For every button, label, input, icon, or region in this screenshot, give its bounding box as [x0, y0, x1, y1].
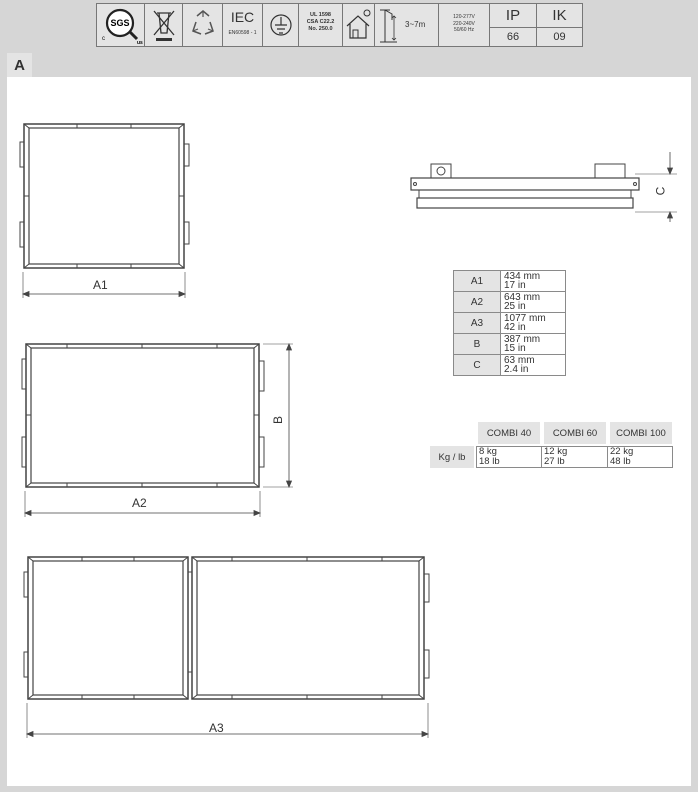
iec-cell	[223, 4, 263, 46]
dimension-a3-label: A3	[209, 721, 224, 735]
dimension-key: B	[454, 334, 501, 355]
sgs-us-text: us	[137, 40, 143, 46]
ground-icon	[263, 4, 299, 46]
dimension-key: C	[454, 355, 501, 376]
recycling-icon	[183, 4, 223, 46]
luminaire-a2-drawing	[17, 339, 297, 519]
weight-value: 12 kg 27 lb	[541, 446, 608, 468]
table-row	[454, 313, 566, 334]
dimension-value: 387 mm 15 in	[501, 334, 566, 355]
sgs-cell	[97, 4, 145, 46]
voltage-line-1: 120-277V	[453, 14, 475, 20]
ik-value: 09	[553, 31, 566, 43]
weight-row-label: Kg / lb	[430, 446, 474, 468]
ground-cell	[263, 4, 299, 46]
voltage-line-3: 50/60 Hz	[453, 27, 474, 33]
dimension-value: 1077 mm 42 in	[501, 313, 566, 334]
sgs-text: SGS	[110, 18, 130, 28]
ik-cell	[537, 4, 582, 46]
weee-cell	[145, 4, 183, 46]
luminaire-a3-drawing	[17, 552, 437, 742]
voltage-cell	[439, 4, 490, 46]
ul-line-1: UL 1598	[310, 12, 331, 18]
drawing-panel	[7, 77, 691, 786]
mounting-height-icon	[377, 4, 403, 46]
voltage-line-2: 220-240V	[453, 20, 475, 27]
dimension-key: A3	[454, 313, 501, 334]
weight-column-header: COMBI 40	[478, 422, 540, 444]
luminaire-side-view-drawing	[405, 152, 685, 222]
height-cell	[375, 4, 439, 46]
certification-bar	[96, 3, 583, 47]
weight-value: 8 kg 18 lb	[476, 446, 542, 468]
ik-label: IK	[537, 4, 582, 28]
weight-column-header: COMBI 60	[544, 422, 606, 444]
dimension-key: A1	[454, 271, 501, 292]
dimension-a1-label: A1	[93, 278, 108, 292]
table-row	[454, 334, 566, 355]
weight-value: 22 kg 48 lb	[607, 446, 673, 468]
ip-value: 66	[506, 31, 520, 43]
sgs-c-text: c	[102, 36, 105, 42]
table-row	[454, 355, 566, 376]
weee-bin-icon	[145, 4, 183, 46]
recycle-cell	[183, 4, 223, 46]
weight-column-header: COMBI 100	[610, 422, 672, 444]
ip-label: IP	[490, 4, 536, 28]
ul-line-2: CSA C22.2	[306, 19, 335, 25]
ul-cell	[299, 4, 343, 46]
dimension-value: 643 mm 25 in	[501, 292, 566, 313]
indoor-cell	[343, 4, 375, 46]
iec-standard: EN60598 - 1	[228, 30, 257, 36]
dimension-a2-label: A2	[132, 496, 147, 510]
dimension-key: A2	[454, 292, 501, 313]
ul-line-3: No. 250.0	[308, 26, 333, 32]
table-row	[454, 292, 566, 313]
dimensions-table	[453, 270, 566, 376]
dimension-b-label: B	[271, 415, 286, 425]
luminaire-a1-drawing	[17, 122, 192, 302]
indoor-house-icon	[343, 4, 375, 46]
ip-cell	[490, 4, 537, 46]
section-label: A	[7, 53, 32, 77]
dimension-c-label: C	[653, 186, 668, 196]
table-row	[454, 271, 566, 292]
dimension-value: 63 mm 2.4 in	[501, 355, 566, 376]
dimension-value: 434 mm 17 in	[501, 271, 566, 292]
sgs-logo-icon	[97, 4, 145, 46]
mounting-height-range: 3~7m	[405, 20, 426, 29]
iec-label: IEC	[230, 9, 255, 25]
